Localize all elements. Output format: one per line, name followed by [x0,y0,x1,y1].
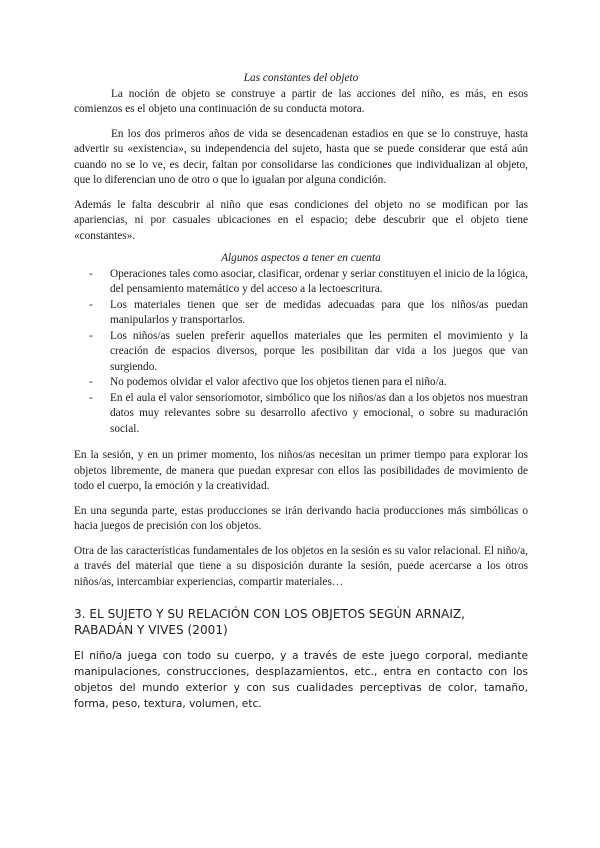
list-item [74,391,528,438]
list-item-text: Los materiales tienen que ser de medidas adecuadas para que los niños/as puedan manipularlos y transportarlos. [110,298,528,326]
paragraph: En una segunda parte, estas producciones se irán derivando hacia producciones más simbólicas o hacia juegos de precisión con los objetos. [74,504,528,532]
dash-bullet: - [89,329,93,342]
list-item [74,329,528,376]
list-item-text: No podemos olvidar el valor afectivo que los objetos tienen para el niño/a. [110,376,447,388]
paragraph: La noción de objeto se construye a partir de las acciones del niño, es más, en esos comienzos es el objeto una continuación de su conducta motora. [74,87,528,115]
paragraph: En los dos primeros años de vida se desencadenan estadios en que se lo construye, hasta advertir su «existencia», su independencia del sujeto, hasta que se puede considerar que está aún cuando no se lo ve, es decir, faltan por consolidarse las condiciones que individualizan al objeto, que lo diferencian uno de otro o que lo igualan por alguna condición. [74,127,528,186]
list-item [74,298,528,329]
page-content [74,71,528,712]
list-item [74,375,528,391]
list-item [74,267,528,298]
section-title-aspectos: Algunos aspectos a tener en cuenta [221,252,381,264]
list-item-text: Los niños/as suelen preferir aquellos materiales que les permiten el movimiento y la creación de espacios diversos, porque les posibilitan dar vida a los juegos que van surgiendo. [110,329,528,373]
list-item-text: Operaciones tales como asociar, clasificar, ordenar y seriar constituyen el inicio de la lógica, del pensamiento matemático y del acceso a la lectoescritura. [110,267,528,295]
paragraph: Además le falta descubrir al niño que esas condiciones del objeto no se modifican por las apariencias, ni por casuales ubicaciones en el espacio; debe descubrir que el objeto tiene «constantes». [74,198,528,242]
aspects-list [74,267,528,438]
section-heading-arnaiz: 3. EL SUJETO Y SU RELACIÓN CON LOS OBJETOS SEGÚN ARNAIZ, RABADÁN Y VIVES (2001) [74,607,466,637]
dash-bullet: - [89,298,93,311]
dash-bullet: - [89,267,93,280]
list-item-text: En el aula el valor sensoriomotor, simbólico que los niños/as dan a los objetos nos muestran datos muy relevantes sobre su desarrollo afectivo y emocional, o sobre su maduración social. [110,391,528,435]
section-title-constantes: Las constantes del objeto [243,72,359,84]
paragraph: En la sesión, y en un primer momento, los niños/as necesitan un primer tiempo para explorar los objetos libremente, de manera que puedan expresar con ellos las posibilidades de movimiento de todo el cuerpo, la emoción y la creatividad. [74,449,528,492]
paragraph: El niño/a juega con todo su cuerpo, y a través de este juego corporal, mediante manipulaciones, construcciones, desplazamientos, etc., entra en contacto con los objetos del mundo exterior y con sus cualidades perceptivas de color, tamaño, forma, peso, textura, volumen, etc. [74,650,528,711]
dash-bullet: - [89,391,93,404]
dash-bullet: - [89,376,93,388]
paragraph: Otra de las características fundamentales de los objetos en la sesión es su valor relacional. El niño/a, a través del material que tiene a su disposición durante la sesión, puede acercarse a los otros niños/as, intercambiar experiencias, compartir materiales… [74,544,528,588]
